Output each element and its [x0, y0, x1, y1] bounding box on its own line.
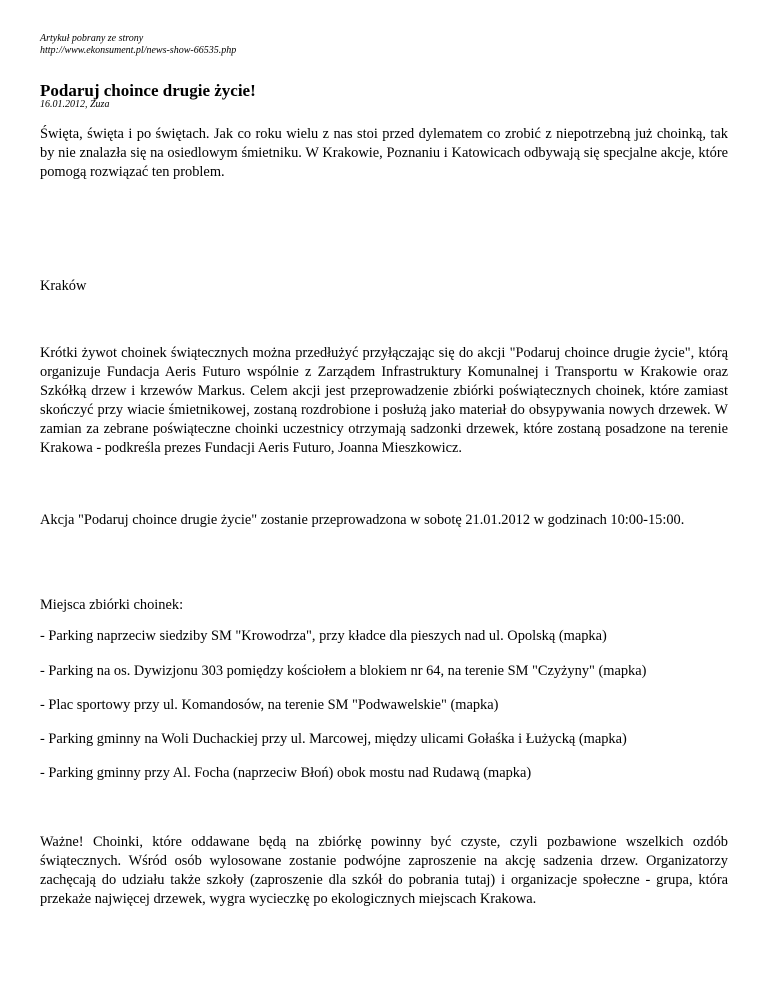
location-item-4: - Parking gminny na Woli Duchackiej przy ul. Marcowej, między ulicami Gołaśka i Łużycką (mapka): [40, 731, 627, 747]
location-item-1: - Parking naprzeciw siedziby SM "Krowodrza", przy kładce dla pieszych nad ul. Opolską (mapka): [40, 628, 607, 644]
source-label: Artykuł pobrany ze strony: [40, 33, 144, 44]
intro-paragraph: Święta, święta i po świętach. Jak co roku wielu z nas stoi przed dylematem co zrobić z niepotrzebną już choinką, tak by nie znalazła się na osiedlowym śmietniku. W Krakowie, Poznaniu i Katowicach odbywają się specjalne akcje, które pomogą rozwiązać ten problem.: [40, 126, 728, 180]
location-item-3: - Plac sportowy przy ul. Komandosów, na terenie SM "Podwawelskie" (mapka): [40, 697, 499, 713]
location-item-2: - Parking na os. Dywizjonu 303 pomiędzy kościołem a blokiem nr 64, na terenie SM "Czyżyny" (mapka): [40, 663, 647, 679]
section-heading-krakow: Kraków: [40, 278, 87, 294]
locations-heading: Miejsca zbiórki choinek:: [40, 597, 184, 613]
note-paragraph: Ważne! Choinki, które oddawane będą na zbiórkę powinny być czyste, czyli pozbawione wszelkich ozdób świątecznych. Wśród osób wylosowane zostanie podwójne zaproszenie na akcję sadzenia drzew. Organizatorzy zachęcają do udziału także szkoły (zaproszenie dla szkół do pobrania tutaj) i organizacje społeczne - grupa, która przekaże najwięcej drzewek, wygra wycieczkę po ekologicznych miejscach Krakowa.: [40, 834, 728, 907]
article-title: Podaruj choince drugie życie!: [40, 81, 256, 100]
source-header: [40, 33, 236, 57]
location-item-5: - Parking gminny przy Al. Focha (naprzeciw Błoń) obok mostu nad Rudawą (mapka): [40, 765, 532, 781]
source-url[interactable]: http://www.ekonsument.pl/news-show-66535.php: [40, 45, 237, 56]
body-paragraph-2: Akcja "Podaruj choince drugie życie" zostanie przeprowadzona w sobotę 21.01.2012 w godzinach 10:00-15:00.: [40, 512, 685, 528]
article-byline: 16.01.2012, Zuza: [40, 99, 110, 110]
body-paragraph-1: Krótki żywot choinek świątecznych można przedłużyć przyłączając się do akcji "Podaruj choince drugie życie", którą organizuje Fundacja Aeris Futuro wspólnie z Zarządem Infrastruktury Komunalnej i Transportu w Krakowie oraz Szkółką drzew i krzewów Markus. Celem akcji jest przeprowadzenie zbiórki poświątecznych choinek, które zamiast skończyć przy wiacie śmietnikowej, zostaną rozdrobione i posłużą jako materiał do obsypywania nowych drzewek. W zamian za zebrane poświąteczne choinki uczestnicy otrzymają sadzonki drzewek, które zostaną posadzone na terenie Krakowa - podkreśla prezes Fundacji Aeris Futuro, Joanna Mieszkowicz.: [40, 345, 728, 456]
